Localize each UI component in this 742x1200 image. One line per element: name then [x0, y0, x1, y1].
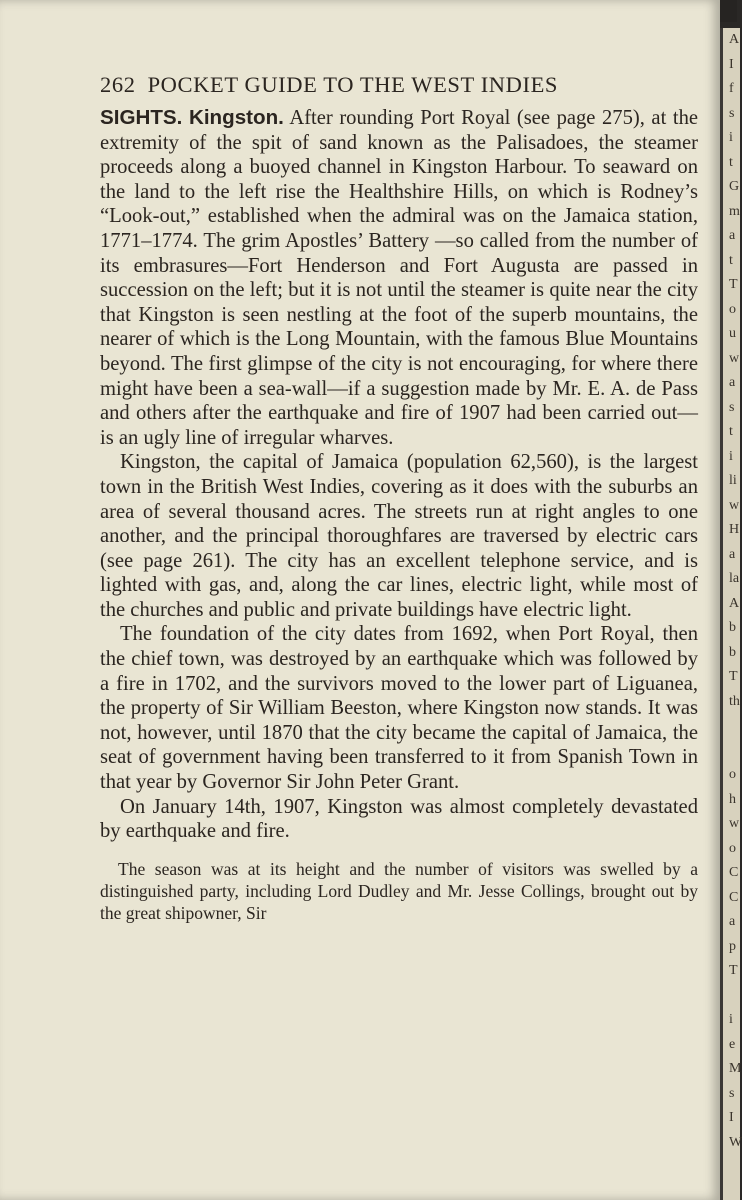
facing-page-fragment [723, 739, 740, 764]
paragraph-3: The foundation of the city dates from 1692, when Port Royal, then the chief town, was destroyed by an earthquake which was followed by a fire in 1702, and the survivors moved to the lower part of Liguanea, the property of Sir William Beeston, where Kingston now stands. It was not, however, until 1870 that the city became the capital of Jamaica, the seat of government having been transferred to it from Spanish Town in that year by Governor Sir John Peter Grant. [100, 623, 698, 794]
section-label: SIGHTS. [100, 106, 183, 129]
facing-page-fragment: t [729, 154, 733, 170]
facing-page-fragment: a [729, 228, 736, 243]
facing-page-fragment: la [729, 571, 740, 586]
facing-page-fragment: w [729, 497, 740, 513]
facing-page-fragment: a [729, 546, 736, 562]
facing-page-fragment: a [729, 375, 736, 390]
facing-page-fragment: o [729, 301, 736, 317]
facing-page-fragment: G [729, 179, 740, 194]
facing-page-fragment: H [729, 522, 740, 537]
paragraph-2: Kingston, the capital of Jamaica (population 62,560), is the largest town in the British West Indies, covering as it does with the suburbs an area of several thousand acres. The streets run at right angles to one another, and the principal thoroughfares are traversed by electric cars (see page 261). The city has an excellent telephone service, and is lighted with gas, and, along the car lines, electric light, while most of the churches and public and private buildings have electric light. [100, 451, 698, 621]
facing-page-fragment: T [729, 669, 738, 684]
running-head [100, 72, 698, 98]
facing-page-fragment: M [729, 1061, 742, 1076]
paragraph-1-text: After rounding Port Royal (see page 275), at the extremity of the spit of sand known as the Palisadoes, the steamer proceeds along a buoyed channel in Kingston Harbour. To seaward on the land to the left rise the Healthshire Hills, on which is Rodney’s “Look-out,” established when the admiral was on the Jamaica station, 1771–1774. The grim Apostles’ Battery —so called from the number of its embrasures—Fort Henderson and Fort Augusta are passed in succession on the left; but it is not until the steamer is quite near the city that Kingston is seen nestling at the foot of the superb mountains, the nearer of which is the Long Mountain, with the famous Blue Mountains beyond. The first glimpse of the city is not encouraging, for where there might have been a sea-wall—if a suggestion made by Mr. E. A. de Pass and others after the earthquake and fire of 1907 had been carried out—is an ugly line of irregular wharves. [100, 107, 699, 449]
facing-page-fragment: b [729, 620, 736, 635]
facing-page-fragment: i [729, 448, 733, 464]
facing-page-fragment: W [729, 1134, 742, 1150]
footnote: The season was at its height and the number of visitors was swelled by a distinguished party, including Lord Dudley and Mr. Jesse Collings, brought out by the great shipowner, Sir [100, 858, 698, 923]
facing-page-fragment: w [729, 816, 740, 831]
facing-page-fragment: i [729, 130, 733, 145]
facing-page-fragment: C [729, 865, 739, 880]
running-head-title: POCKET GUIDE TO THE WEST INDIES [147, 72, 559, 97]
facing-page-fragment: a [729, 914, 736, 929]
facing-page-fragment: h [729, 791, 736, 807]
facing-page-fragment: u [729, 326, 736, 341]
facing-page-fragment: s [729, 105, 735, 121]
facing-page-fragment: C [729, 889, 739, 905]
facing-page-fragment: I [729, 1110, 734, 1125]
page-number: 262 [100, 72, 136, 97]
paragraph-4: On January 14th, 1907, Kingston was almost completely devastated by earthquake and fire. [100, 795, 698, 843]
facing-page-fragment: m [729, 203, 740, 219]
facing-page-fragment: A [729, 595, 740, 611]
facing-page-fragment: th [729, 693, 740, 709]
facing-page-fragment: b [729, 644, 736, 660]
facing-page-fragment: T [729, 963, 738, 978]
section-place: Kingston. [188, 106, 284, 129]
facing-page-fragment: o [729, 840, 736, 856]
facing-page-fragment: o [729, 767, 736, 782]
page-content [100, 72, 698, 924]
facing-page-fragment: I [729, 56, 734, 72]
facing-page-fragment: t [729, 424, 733, 439]
facing-page-fragment [723, 714, 740, 739]
facing-page-fragment: s [729, 1085, 735, 1101]
facing-page-fragment: i [729, 1012, 733, 1027]
facing-page-fragment: e [729, 1036, 736, 1052]
body-text [100, 106, 698, 844]
facing-page-fragment: T [729, 277, 738, 292]
facing-page-fragment: p [729, 938, 736, 954]
facing-page-fragment: t [729, 252, 733, 268]
facing-page-fragment: f [729, 81, 734, 96]
facing-page-edge [720, 28, 740, 1200]
facing-page-fragment: w [729, 350, 740, 366]
facing-page-fragment: s [729, 399, 735, 415]
facing-page-fragment [723, 984, 740, 1009]
facing-page-fragment: li [729, 473, 737, 488]
facing-page-fragment: A [729, 32, 740, 47]
paragraph-1 [100, 106, 698, 450]
